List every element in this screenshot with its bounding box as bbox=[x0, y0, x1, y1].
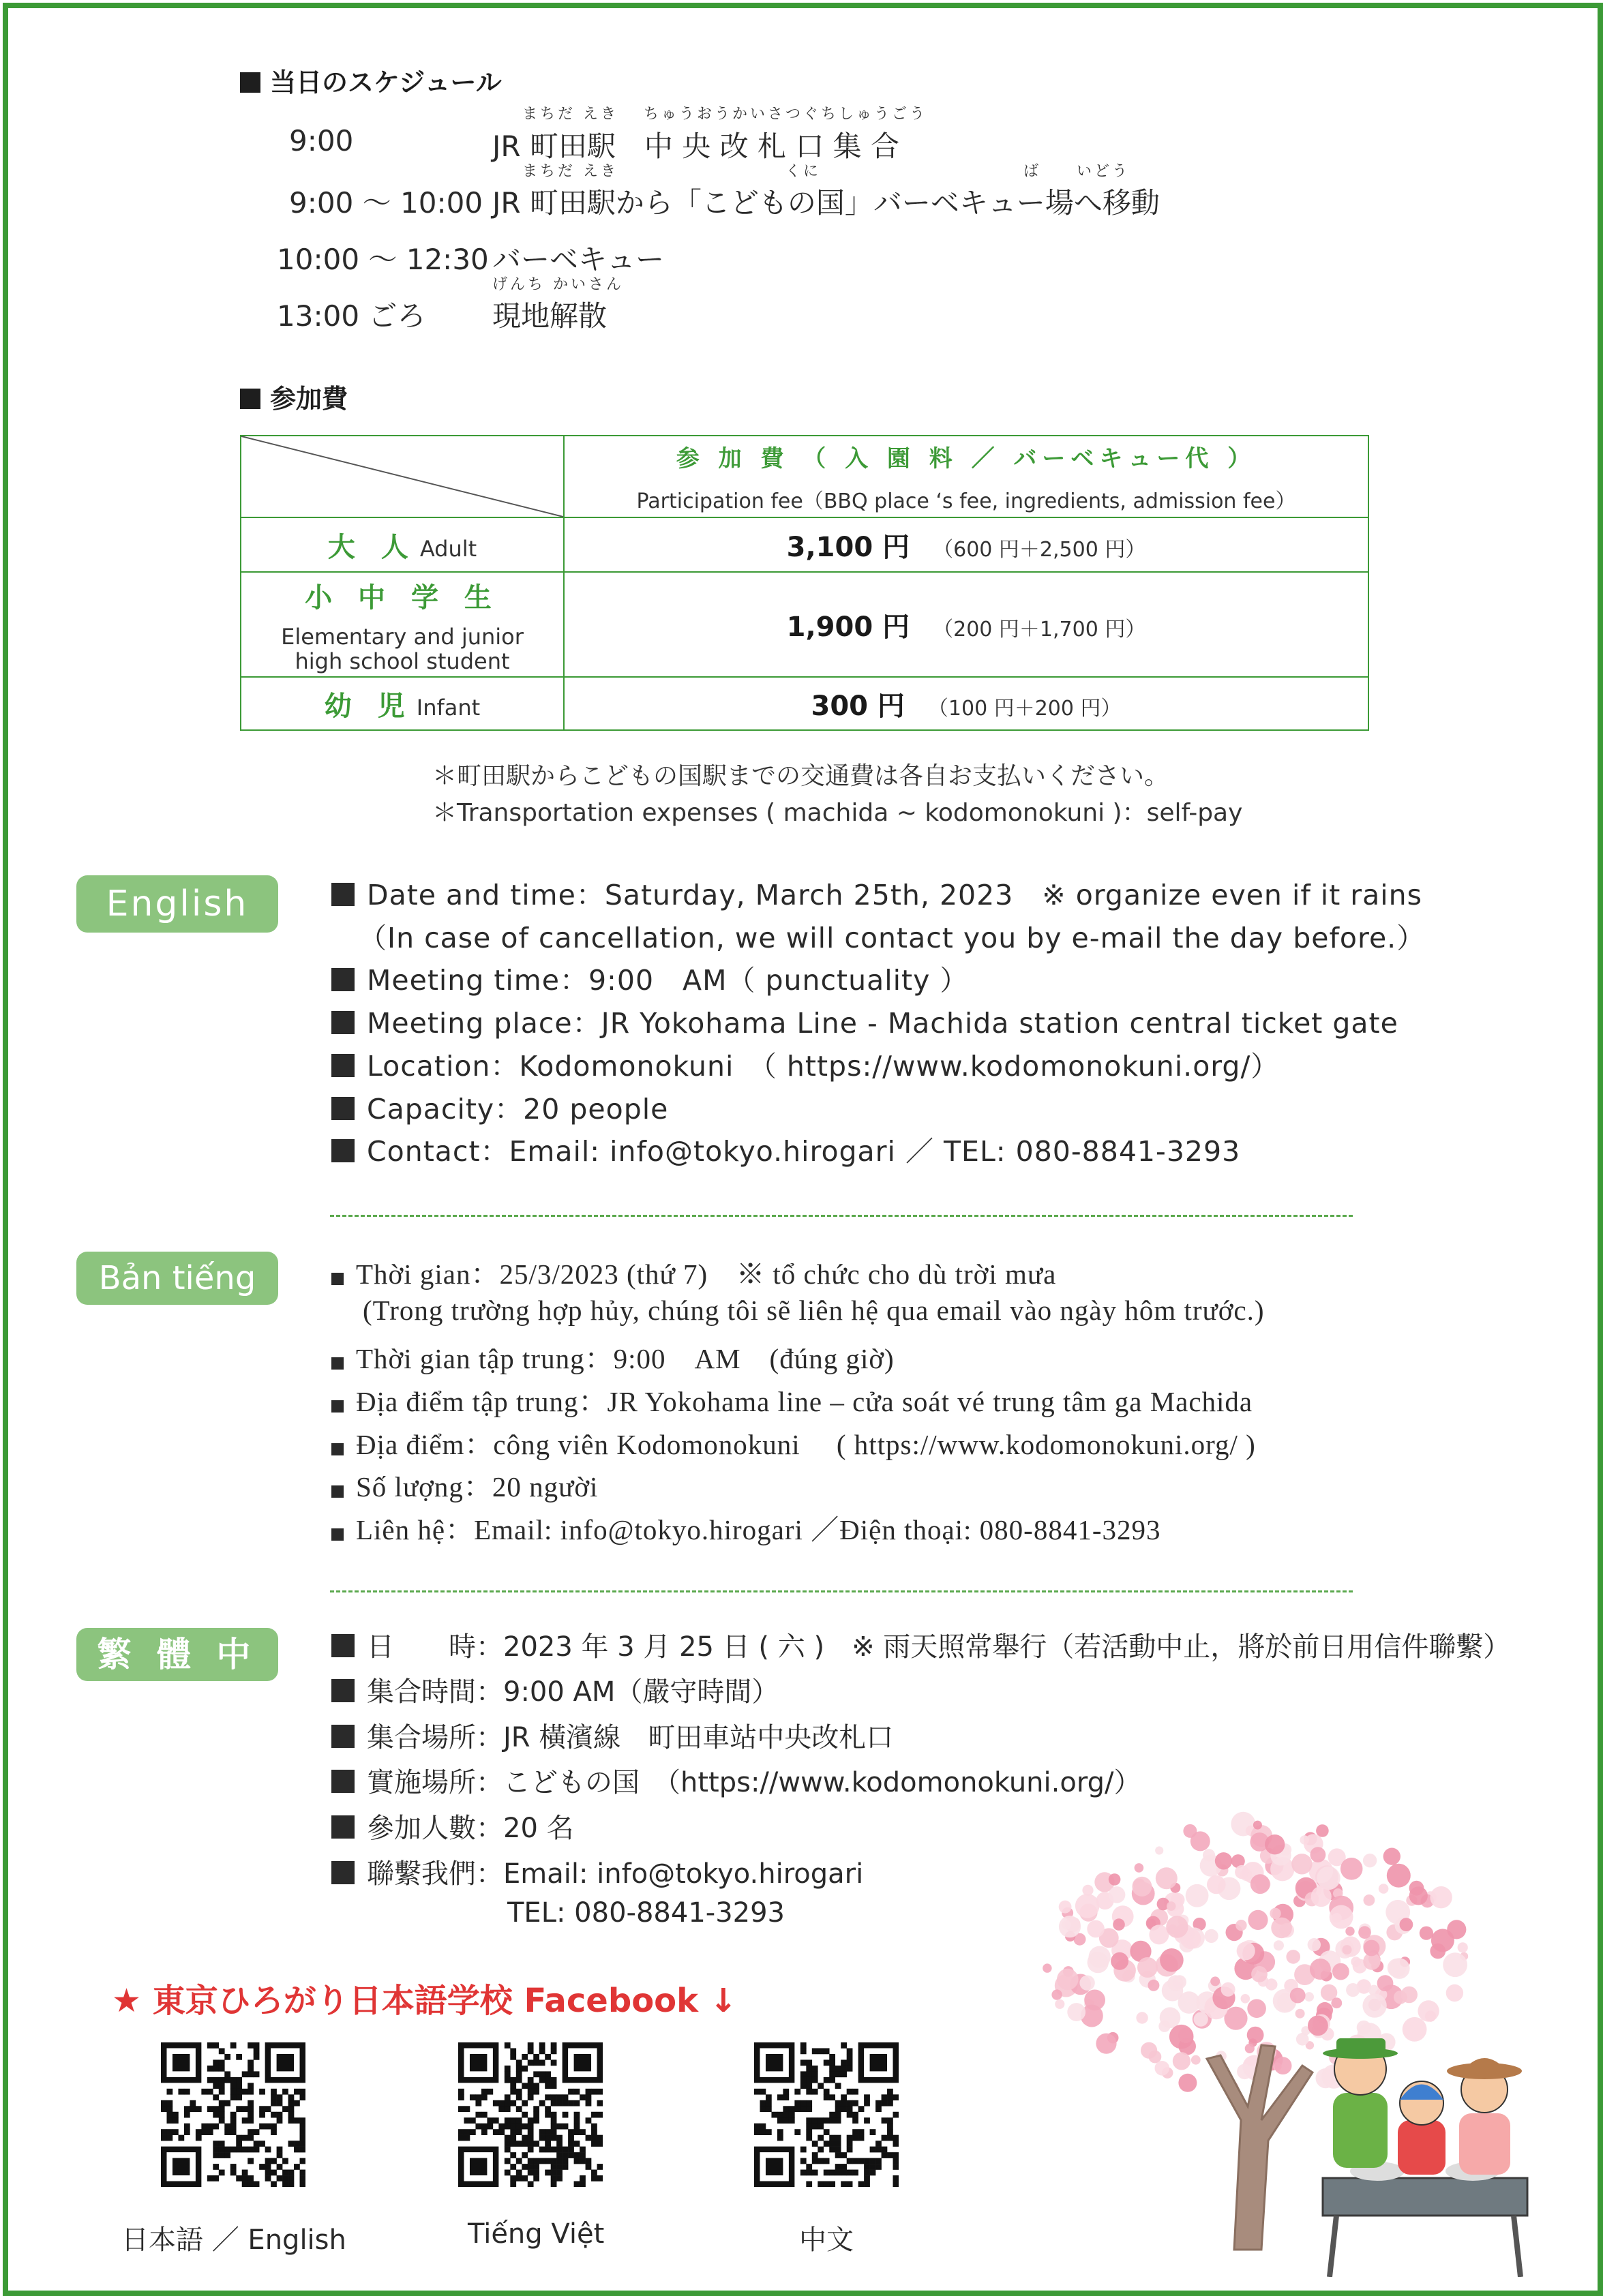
square-bullet-icon bbox=[331, 1097, 355, 1120]
diagonal-line bbox=[241, 436, 563, 517]
schedule-ruby-1: まちだ えき ちゅうおうかいさつぐちしゅうごう bbox=[522, 106, 927, 123]
schedule-item-3: バーベキュー bbox=[492, 243, 665, 276]
fee-table bbox=[240, 435, 1369, 731]
schedule-item-2: JR 町田駅から「こどもの国」バーベキュー場へ移動 bbox=[492, 186, 1160, 220]
divider bbox=[330, 1215, 1353, 1217]
chinese-line-3: 集合場所：JR 橫濱線 町田車站中央改札口 bbox=[331, 1716, 893, 1755]
price: 1,900 円 bbox=[786, 611, 910, 643]
schedule-item-1: JR 町田駅 中 央 改 札 口 集 合 bbox=[492, 130, 900, 163]
square-bullet-icon bbox=[331, 1273, 344, 1285]
price: 300 円 bbox=[811, 690, 905, 722]
schedule-ruby-2: まちだ えき くに ば いどう bbox=[522, 163, 1130, 180]
person-blue-icon bbox=[1398, 2081, 1445, 2175]
square-bullet-icon bbox=[331, 1679, 355, 1702]
chinese-line-5: 參加人數：20 名 bbox=[331, 1807, 574, 1845]
category-jp: 大 人 bbox=[327, 531, 417, 563]
chinese-badge: 繁 體 中 文 bbox=[76, 1628, 278, 1681]
schedule-heading: 当日のスケジュール bbox=[240, 61, 502, 99]
english-line-7: Contact：Email: info@tokyo.hirogari ／ TEL: 080-8841-3293 bbox=[331, 1129, 1240, 1169]
qr-label-chinese: 中文 bbox=[799, 2224, 854, 2256]
schedule-ruby-4: げんち かいさん bbox=[492, 276, 624, 293]
price-breakdown: （200 円＋1,700 円） bbox=[933, 617, 1146, 641]
price-breakdown: （600 円＋2,500 円） bbox=[933, 537, 1146, 562]
english-line-6: Capacity：20 people bbox=[331, 1087, 668, 1127]
grill-icon bbox=[1323, 2162, 1527, 2277]
fee-table-corner bbox=[241, 436, 564, 517]
vietnamese-line-2: (Trong trường hợp hủy, chúng tôi sẽ liên hệ qua email vào ngày hôm trước.) bbox=[363, 1295, 1265, 1326]
schedule-item-4: 現地解散 bbox=[492, 299, 608, 333]
square-bullet-icon bbox=[331, 883, 355, 906]
qr-code-chinese[interactable] bbox=[754, 2042, 899, 2190]
english-line-1: Date and time：Saturday, March 25th, 2023 ※ organize even if it rains bbox=[331, 873, 1422, 913]
square-bullet-icon bbox=[331, 1443, 344, 1455]
chinese-line-4: 實施場所：こどもの国 （https://www.kodomonokuni.org/） bbox=[331, 1761, 1141, 1800]
fee-heading: 参加費 bbox=[240, 378, 348, 415]
chinese-line-1: 日 時：2023 年 3 月 25 日 ( 六 ) ※ 雨天照常舉行（若活動中止，將於前日用信件聯繫） bbox=[331, 1625, 1510, 1664]
chinese-tel: TEL: 080-8841-3293 bbox=[507, 1897, 785, 1929]
schedule-time-3: 10:00 ～ 12:30 bbox=[277, 243, 489, 276]
square-bullet-icon bbox=[331, 1634, 355, 1657]
fee-category bbox=[241, 677, 564, 730]
qr-code-japanese-english[interactable] bbox=[161, 2042, 305, 2190]
category-jp: 幼 児 bbox=[324, 690, 413, 722]
square-bullet-icon bbox=[331, 1011, 355, 1034]
category-en: Elementary and junior high school student bbox=[281, 623, 524, 674]
square-bullet-icon bbox=[331, 1054, 355, 1077]
square-bullet-icon bbox=[331, 1725, 355, 1748]
chinese-line-6: 聯繫我們：Email: info@tokyo.hirogari bbox=[331, 1852, 863, 1891]
category-jp: 小 中 学 生 bbox=[305, 581, 500, 614]
square-bullet-icon bbox=[331, 1357, 344, 1370]
square-bullet-icon bbox=[331, 1861, 355, 1884]
person-brown-icon bbox=[1447, 2058, 1522, 2175]
square-bullet-icon bbox=[331, 1400, 344, 1413]
qr-code-vietnamese[interactable] bbox=[458, 2042, 603, 2190]
square-bullet-icon bbox=[240, 389, 260, 409]
fee-price bbox=[564, 517, 1368, 572]
fee-price bbox=[564, 572, 1368, 677]
cherry-blossom-canopy bbox=[1043, 1812, 1468, 2094]
fee-note-jp: ＊町田駅からこどもの国駅までの交通費は各自お支払いください。 bbox=[432, 762, 1169, 790]
fee-header-jp: 参 加 費 （ 入 園 料 ／ バーベキュー代 ） bbox=[676, 444, 1257, 472]
square-bullet-icon bbox=[331, 968, 355, 991]
schedule-time-4: 13:00 ごろ bbox=[277, 299, 426, 333]
square-bullet-icon bbox=[331, 1770, 355, 1793]
table-row bbox=[241, 677, 1368, 730]
category-en: Infant bbox=[416, 694, 481, 721]
divider bbox=[330, 1590, 1353, 1592]
square-bullet-icon bbox=[331, 1815, 355, 1839]
qr-label-japanese-english: 日本語 ／ English bbox=[121, 2224, 346, 2256]
english-line-3: Meeting time：9:00 AM（ punctuality ） bbox=[331, 958, 968, 998]
schedule-time-2: 9:00 ～ 10:00 bbox=[289, 186, 483, 220]
vietnamese-line-5: Địa điểm：công viên Kodomonokuni ( https://www.kodomonokuni.org/ ) bbox=[331, 1422, 1256, 1462]
square-bullet-icon bbox=[331, 1139, 355, 1162]
facebook-heading: ★ 東京ひろがり日本語学校 Facebook ↓ bbox=[112, 1982, 737, 2020]
english-badge: English bbox=[76, 875, 278, 933]
vietnamese-line-1: Thời gian：25/3/2023 (thứ 7) ※ tổ chức cho dù trời mưa bbox=[331, 1252, 1056, 1292]
cherry-tree-bbq-illustration bbox=[1036, 1800, 1582, 2277]
english-line-4: Meeting place：JR Yokohama Line - Machida station central ticket gate bbox=[331, 1001, 1398, 1041]
english-line-2: （In case of cancellation, we will contact you by e-mail the day before.） bbox=[359, 922, 1426, 954]
vietnamese-line-3: Thời gian tập trung：9:00 AM (đúng giờ) bbox=[331, 1336, 895, 1376]
fee-category bbox=[241, 572, 564, 677]
price-breakdown: （100 円＋200 円） bbox=[927, 696, 1122, 721]
qr-label-vietnamese: Tiếng Việt bbox=[468, 2218, 605, 2250]
vietnamese-line-4: Địa điểm tập trung：JR Yokohama line – cửa soát vé trung tâm ga Machida bbox=[331, 1379, 1253, 1419]
fee-table-header bbox=[564, 436, 1368, 517]
category-en: Adult bbox=[419, 535, 477, 562]
square-bullet-icon bbox=[240, 72, 260, 93]
schedule-time-1: 9:00 bbox=[289, 124, 354, 157]
chinese-line-2: 集合時間：9:00 AM（嚴守時間） bbox=[331, 1670, 779, 1709]
fee-header-en: Participation fee（BBQ place ‘s fee, ingredients, admission fee） bbox=[636, 489, 1296, 513]
vietnamese-badge: Bản tiếng Việt bbox=[76, 1252, 278, 1305]
vietnamese-line-7: Liên hệ：Email: info@tokyo.hirogari ／Điện thoại: 080-8841-3293 bbox=[331, 1507, 1161, 1547]
square-bullet-icon bbox=[331, 1485, 344, 1498]
fee-price bbox=[564, 677, 1368, 730]
tree-trunk bbox=[1207, 2045, 1313, 2250]
english-line-5: Location：Kodomonokuni （ https://www.kodomonokuni.org/） bbox=[331, 1044, 1279, 1084]
fee-note-en: ＊Transportation expenses ( machida ~ kodomonokuni )：self-pay bbox=[432, 799, 1243, 827]
square-bullet-icon bbox=[331, 1528, 344, 1541]
table-row bbox=[241, 572, 1368, 677]
table-row bbox=[241, 517, 1368, 572]
vietnamese-line-6: Số lượng：20 người bbox=[331, 1464, 598, 1505]
price: 3,100 円 bbox=[786, 531, 910, 563]
fee-category bbox=[241, 517, 564, 572]
